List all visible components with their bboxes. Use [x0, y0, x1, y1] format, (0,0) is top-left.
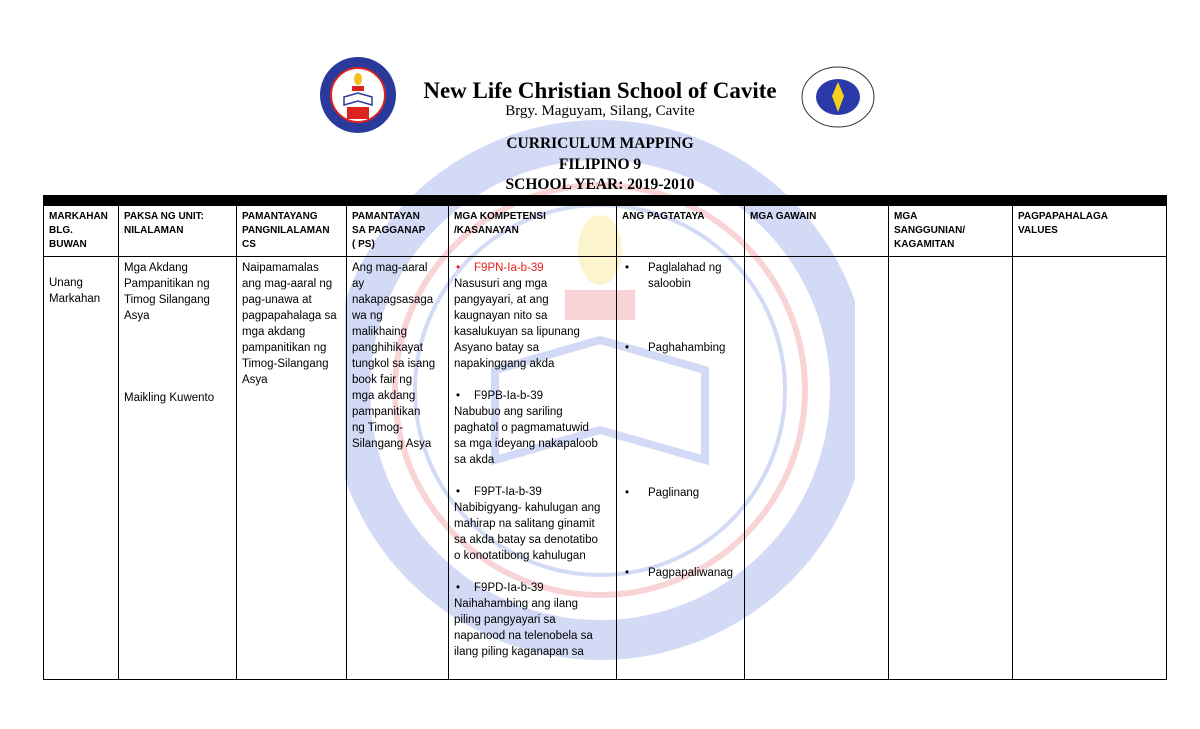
competency-code: • F9PD-Ia-b-39 — [454, 580, 611, 596]
column-header-row — [44, 206, 1167, 257]
competency-code: • F9PT-Ia-b-39 — [454, 484, 611, 500]
school-name: New Life Christian School of Cavite — [423, 78, 777, 103]
col-values: PAGPAPAHALAGA VALUES — [1013, 206, 1167, 257]
header-bar — [44, 196, 1167, 206]
col-markahan: MARKAHAN BLG. BUWAN — [44, 206, 119, 257]
cell-values — [1013, 257, 1167, 680]
col-ps: PAMANTAYAN SA PAGGANAP ( PS) — [347, 206, 449, 257]
competency-code: • F9PN-Ia-b-39 — [454, 260, 611, 276]
col-kompetensi: MGA KOMPETENSI /KASANAYAN — [449, 206, 617, 257]
cell-sanggunian — [889, 257, 1013, 680]
competency-text: Naihahambing ang ilang piling pangyayari sa napanood na telenobela sa ilang piling kaganapan sa — [454, 598, 593, 658]
assessment-item: • Pagpapaliwanag — [622, 565, 733, 581]
competency-item — [454, 260, 611, 372]
table-row — [44, 257, 1167, 680]
assessment-item: • Paglalahad ng saloobin — [622, 260, 722, 292]
col-cs: PAMANTAYANG PANGNILALAMAN CS — [237, 206, 347, 257]
col-pagtataya: ANG PAGTATAYA — [617, 206, 745, 257]
col-sanggunian: MGA SANGGUNIAN/ KAGAMITAN — [889, 206, 1013, 257]
cell-cs: Naipamamalas ang mag-aaral ng pag-unawa at pagpapahalaga sa mga akdang pampanitikan ng Timog-Silangang Asya — [237, 257, 347, 680]
cell-gawain — [745, 257, 889, 680]
cell-pagtataya — [617, 257, 745, 680]
cell-kompetensi — [449, 257, 617, 680]
school-address: Brgy. Maguyam, Silang, Cavite — [505, 103, 695, 119]
cell-paksa — [119, 257, 237, 680]
competency-code: • F9PB-Ia-b-39 — [454, 388, 611, 404]
curriculum-map-table — [43, 195, 1167, 680]
competency-text: Nabibigyang- kahulugan ang mahirap na salitang ginamit sa akda batay sa denotatibo o konotatibong kahulugan — [454, 502, 601, 562]
assessment-item: • Paghahambing — [622, 340, 725, 356]
cell-markahan: Unang Markahan — [44, 257, 119, 680]
school-year: SCHOOL YEAR: 2019-2010 — [505, 176, 695, 193]
competency-item — [454, 484, 611, 564]
paksa-subtopic: Maikling Kuwento — [124, 392, 215, 404]
competency-item — [454, 580, 611, 660]
paksa-text: Mga Akdang Pampanitikan ng Timog Silangang Asya — [124, 262, 210, 322]
competency-text: Nasusuri ang mga pangyayari, at ang kaugnayan nito sa kasalukuyan sa lipunang Asyano batay sa napakinggang akda — [454, 278, 580, 370]
subject-title: FILIPINO 9 — [558, 156, 642, 173]
competency-item — [454, 388, 611, 468]
document-title: CURRICULUM MAPPING — [506, 135, 694, 152]
col-paksa: PAKSA NG UNIT: NILALAMAN — [119, 206, 237, 257]
cell-ps: Ang mag-aaral ay nakapagsasaga wa ng malikhaing panghihikayat tungkol sa isang book fair ng mga akdang pampanitikan ng Timog- Silangang Asya — [347, 257, 449, 680]
col-gawain: MGA GAWAIN — [745, 206, 889, 257]
competency-text: Nabubuo ang sariling paghatol o pagmamatuwid sa mga ideyang nakapaloob sa akda — [454, 406, 598, 466]
assessment-item: • Paglinang — [622, 485, 699, 501]
